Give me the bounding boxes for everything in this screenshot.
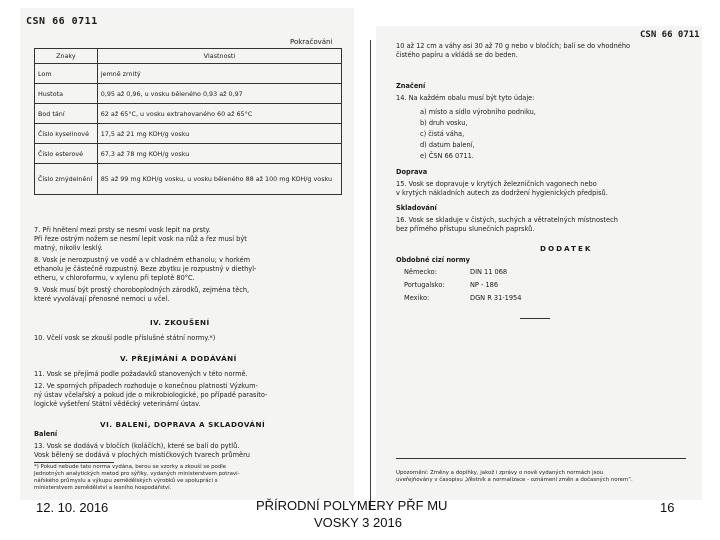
properties-table xyxy=(34,48,342,195)
paragraph-line: 14. Na každém obalu musí být tyto údaje: xyxy=(396,94,535,102)
notice-rule xyxy=(396,458,686,459)
paragraph-line: 9. Vosk musí být prostý choroboplodných zárodků, zejména těch, xyxy=(34,286,250,294)
paragraph-line: 10 až 12 cm a váhy asi 30 až 70 g nebo v bločích; balí se do vhodného xyxy=(396,42,631,50)
appendix-rule xyxy=(520,318,550,319)
paragraph-line: 7. Při hnětení mezi prsty se nesmí vosk lepit na prsty. xyxy=(34,226,211,234)
table-row xyxy=(35,84,342,104)
table-header: Vlastnosti xyxy=(97,49,341,64)
paragraph-line: ný ústav včelařský a pokud jde o mikrobiologické, po případě parasito- xyxy=(34,391,268,399)
table-cell: Hustota xyxy=(35,84,98,104)
page-divider xyxy=(370,40,371,510)
footnote-rule xyxy=(34,462,114,463)
standard-id-left: ČSN 66 0711 xyxy=(26,16,98,27)
footnote-line: *) Pokud nebude tato norma vydána, berou se vzorky a zkouší se podle xyxy=(34,464,227,470)
footer-date: 12. 10. 2016 xyxy=(36,500,109,515)
table-cell: 85 až 99 mg KOH/g vosku, u vosku běleného 88 až 100 mg KOH/g vosku xyxy=(97,164,341,195)
standard-id-right: ČSN 66 0711 xyxy=(640,30,700,40)
list-item: b) druh vosku, xyxy=(420,119,468,127)
paragraph-line: 15. Vosk se dopravuje v krytých železničních vagonech nebo xyxy=(396,180,597,188)
table-cell: Bod tání xyxy=(35,104,98,124)
table-row xyxy=(35,104,342,124)
section-heading: V. PŘEJÍMÁNÍ A DODÁVÁNÍ xyxy=(120,354,237,363)
table-row xyxy=(35,144,342,164)
subheading: Obdobné cizí normy xyxy=(396,256,470,264)
table-cell: 0,95 až 0,96, u vosku běleného 0,93 až 0,97 xyxy=(97,84,341,104)
table-cell: Lom xyxy=(35,64,98,84)
paragraph-line: Vosk bělený se dodává v plochých mističkových tvarech průměru xyxy=(34,451,250,459)
paragraph-line: čistého papíru a vkládá se do beden. xyxy=(396,51,518,59)
foreign-standard: DIN 11 068 xyxy=(470,268,508,276)
table-header: Znaky xyxy=(35,49,98,64)
foreign-country: Portugalsko: xyxy=(404,281,445,289)
foreign-standard: DGN R 31-1954 xyxy=(470,294,522,302)
paragraph-line: 8. Vosk je nerozpustný ve vodě a v chladném ethanolu; v horkém xyxy=(34,256,251,264)
section-heading: IV. ZKOUŠENÍ xyxy=(150,318,210,327)
footer-title-line1: PŘÍRODNÍ POLYMERY PŘF MU xyxy=(256,498,448,513)
paragraph-line: logické vyšetření Státní věděcký veterinární ústav. xyxy=(34,400,201,408)
list-item: d) datum balení, xyxy=(420,141,475,149)
paragraph-line: bez přímého přístupu slunečních paprsků. xyxy=(396,225,535,233)
table-cell: Číslo zmýdelnění xyxy=(35,164,98,195)
notice-line: uveřejňovány v časopisu „Věstník a normalizace - oznámení změn a dočasných norem“. xyxy=(396,477,633,483)
list-item: c) čistá váha, xyxy=(420,130,465,138)
page-number: 16 xyxy=(660,500,675,515)
list-item: a) místo a sídlo výrobního podniku, xyxy=(420,108,536,116)
foreign-standard: NP - 186 xyxy=(470,281,499,289)
footnote-line: nářského průmyslu a výkupu zemědělských výrobků ve spolupráci s xyxy=(34,478,218,484)
paragraph-line: 13. Vosk se dodává v bločích (koláčích), které se balí do pytlů. xyxy=(34,442,240,450)
paragraph-line: etheru, v chloroformu, v xylenu při teplotě 80°C. xyxy=(34,274,195,282)
foreign-country: Německo: xyxy=(404,268,437,276)
footnote-line: Jednotných analytických metod pro sýřiky, vydaných ministerstvem potravi- xyxy=(34,471,240,477)
table-cell: 62 až 65°C, u vosku extrahovaného 60 až 65°C xyxy=(97,104,341,124)
subheading: Balení xyxy=(34,430,58,438)
footer-title-line2: VOSKY 3 2016 xyxy=(314,515,402,530)
foreign-country: Mexiko: xyxy=(404,294,430,302)
table-cell: 67,3 až 78 mg KOH/g vosku xyxy=(97,144,341,164)
paragraph-line: 16. Vosk se skladuje v čistých, suchých a větratelných místnostech xyxy=(396,216,618,224)
paragraph-line: 11. Vosk se přejímá podle požadavků stanovených v této normě. xyxy=(34,370,248,378)
table-cell: jemně zrnitý xyxy=(97,64,341,84)
notice-line: Upozornění: Změny a doplňky, jakož i zprávy o nově vydaných normách jsou xyxy=(396,470,604,476)
paragraph-line: matný, nikoliv lesklý. xyxy=(34,244,103,252)
table-row xyxy=(35,64,342,84)
paragraph-line: 10. Včelí vosk se zkouší podle příslušné státní normy.*) xyxy=(34,334,216,342)
subheading: Skladování xyxy=(396,204,437,212)
table-row xyxy=(35,164,342,195)
table-row xyxy=(35,124,342,144)
appendix-heading: DODATEK xyxy=(540,244,593,253)
footnote-line: ministerstvem zemědělství a lesního hospodářství. xyxy=(34,485,172,491)
paragraph-line: ethanolu je částečně rozpustný. Beze zbytku je rozpustný v diethyl- xyxy=(34,265,257,273)
subheading: Značení xyxy=(396,82,426,90)
subheading: Doprava xyxy=(396,168,428,176)
paragraph-line: které vyvolávají přenosné nemoci u včel. xyxy=(34,295,170,303)
continued-label: Pokračování xyxy=(290,38,333,46)
table-cell: Číslo kyselinové xyxy=(35,124,98,144)
list-item: e) ČSN 66 0711. xyxy=(420,152,474,160)
table-cell: 17,5 až 21 mg KOH/g vosku xyxy=(97,124,341,144)
section-heading: VI. BALENÍ, DOPRAVA A SKLADOVÁNÍ xyxy=(100,420,266,429)
paragraph-line: Při řeze ostrým nožem se nesmí lepit vosk na nůž a řez musí být xyxy=(34,235,247,243)
paragraph-line: v krytých nákladních autech za dodržení hygienických předpisů. xyxy=(396,189,608,197)
paragraph-line: 12. Ve sporných případech rozhoduje o konečnou platnosti Výzkum- xyxy=(34,382,258,390)
table-cell: Číslo esterové xyxy=(35,144,98,164)
